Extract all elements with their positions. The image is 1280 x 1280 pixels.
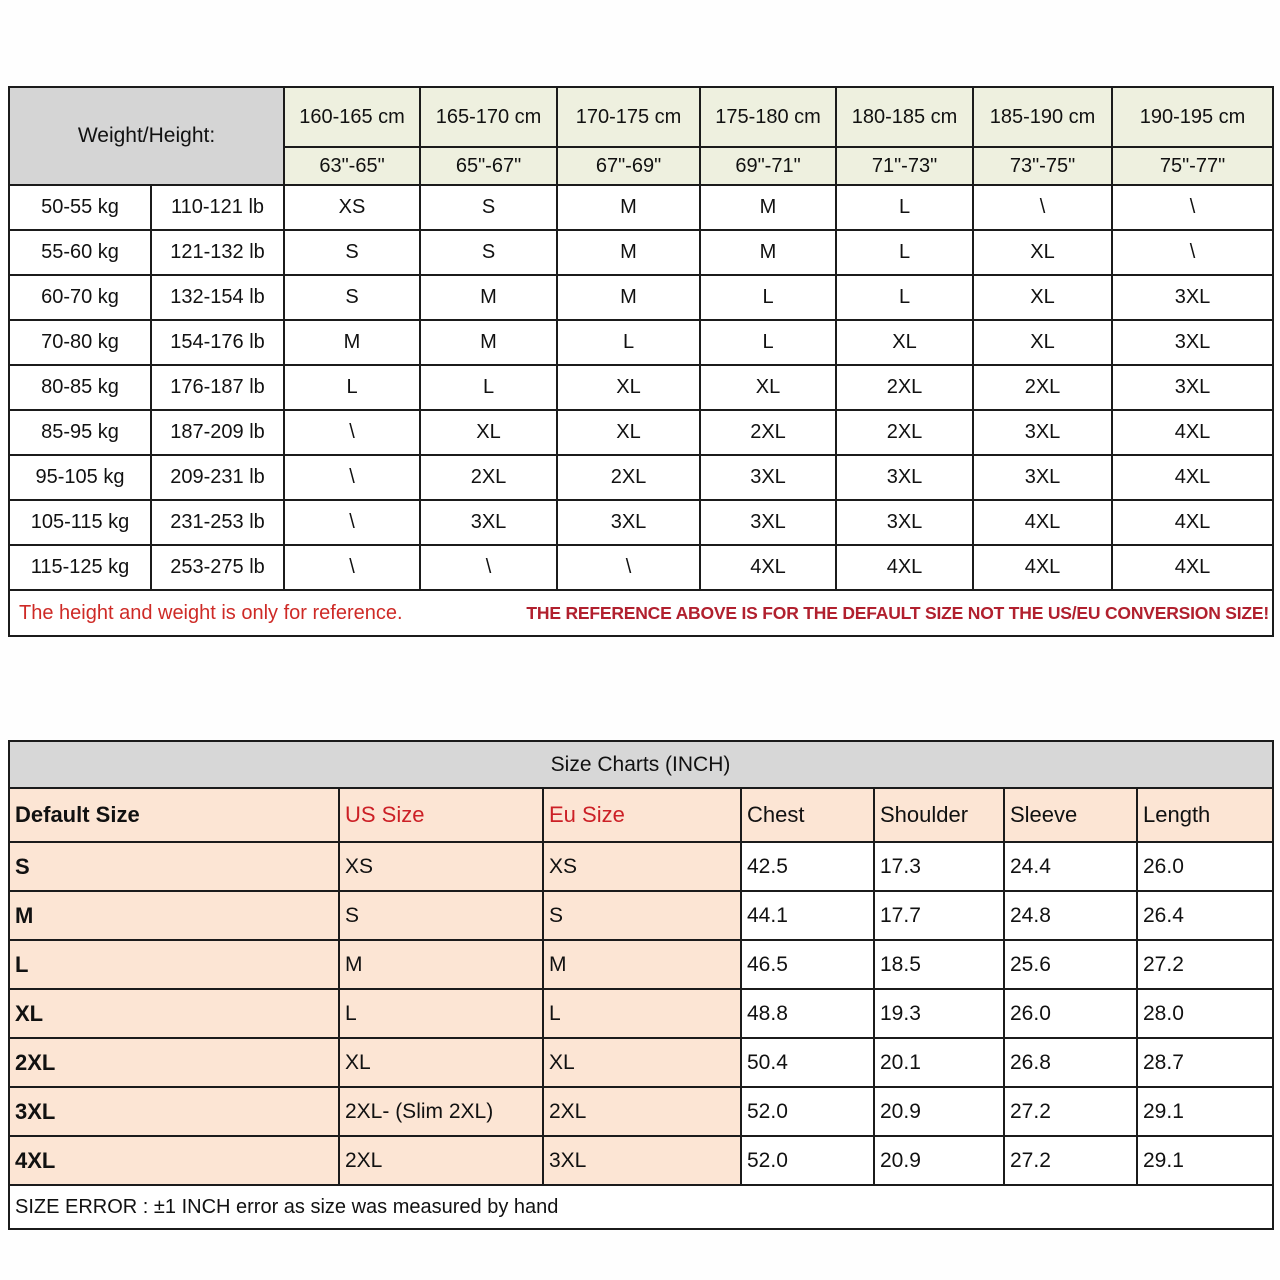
chest-cell: 44.1: [741, 891, 874, 940]
size-cell: XL: [700, 365, 836, 410]
size-cell: 3XL: [1112, 365, 1273, 410]
shoulder-cell: 17.3: [874, 842, 1004, 891]
size-cell: 4XL: [836, 545, 973, 590]
size-cell: 2XL: [557, 455, 700, 500]
length-cell: 28.7: [1137, 1038, 1273, 1087]
default-size-cell: XL: [9, 989, 339, 1038]
size-cell: L: [836, 230, 973, 275]
height-inch-header: 73"-75": [973, 147, 1112, 185]
table-row: [9, 320, 1273, 365]
eu-size-cell: 3XL: [543, 1136, 741, 1185]
sleeve-cell: 27.2: [1004, 1136, 1137, 1185]
weight-lb-cell: 121-132 lb: [151, 230, 284, 275]
us-size-cell: XS: [339, 842, 543, 891]
default-size-cell: 2XL: [9, 1038, 339, 1087]
sleeve-cell: 24.4: [1004, 842, 1137, 891]
size-cell: XL: [973, 275, 1112, 320]
reference-note: The height and weight is only for reference.: [19, 601, 403, 624]
weight-kg-cell: 55-60 kg: [9, 230, 151, 275]
eu-size-cell: XL: [543, 1038, 741, 1087]
size-cell: XL: [557, 365, 700, 410]
height-cm-header: 160-165 cm: [284, 87, 420, 147]
size-cell: 4XL: [1112, 455, 1273, 500]
size-cell: S: [420, 230, 557, 275]
table-row: [9, 989, 1273, 1038]
table-row: [9, 455, 1273, 500]
height-cm-header: 170-175 cm: [557, 87, 700, 147]
sleeve-cell: 27.2: [1004, 1087, 1137, 1136]
size-cell: 4XL: [1112, 545, 1273, 590]
eu-size-cell: S: [543, 891, 741, 940]
size-cell: 4XL: [973, 545, 1112, 590]
shoulder-cell: 20.9: [874, 1136, 1004, 1185]
chest-cell: 50.4: [741, 1038, 874, 1087]
eu-size-cell: 2XL: [543, 1087, 741, 1136]
size-cell: S: [284, 230, 420, 275]
column-header-sleeve: Sleeve: [1004, 788, 1137, 842]
title-row: [9, 741, 1273, 788]
inch-size-chart-table: [8, 740, 1274, 1230]
table-row: [9, 230, 1273, 275]
size-cell: \: [1112, 230, 1273, 275]
chest-cell: 52.0: [741, 1136, 874, 1185]
size-cell: L: [557, 320, 700, 365]
size-cell: 4XL: [1112, 500, 1273, 545]
height-cm-header: 175-180 cm: [700, 87, 836, 147]
table-row: [9, 1087, 1273, 1136]
chest-cell: 46.5: [741, 940, 874, 989]
length-cell: 29.1: [1137, 1087, 1273, 1136]
size-cell: M: [420, 320, 557, 365]
size-cell: L: [700, 320, 836, 365]
us-size-cell: M: [339, 940, 543, 989]
us-size-cell: 2XL- (Slim 2XL): [339, 1087, 543, 1136]
table-row: [9, 545, 1273, 590]
table-row: [9, 1038, 1273, 1087]
weight-lb-cell: 209-231 lb: [151, 455, 284, 500]
length-cell: 26.4: [1137, 891, 1273, 940]
size-cell: 3XL: [700, 500, 836, 545]
size-cell: XS: [284, 185, 420, 230]
sleeve-cell: 26.8: [1004, 1038, 1137, 1087]
size-cell: 3XL: [557, 500, 700, 545]
size-error-row: [9, 1185, 1273, 1229]
size-cell: \: [284, 410, 420, 455]
table-row: [9, 940, 1273, 989]
table-row: [9, 842, 1273, 891]
size-cell: 4XL: [1112, 410, 1273, 455]
table-row: [9, 410, 1273, 455]
column-header-default-size: Default Size: [9, 788, 339, 842]
weight-kg-cell: 70-80 kg: [9, 320, 151, 365]
shoulder-cell: 19.3: [874, 989, 1004, 1038]
sleeve-cell: 26.0: [1004, 989, 1137, 1038]
size-cell: XL: [973, 230, 1112, 275]
height-cm-header-row: [9, 87, 1273, 147]
height-inch-header: 71"-73": [836, 147, 973, 185]
size-cell: 4XL: [700, 545, 836, 590]
size-cell: 4XL: [973, 500, 1112, 545]
size-cell: 3XL: [836, 455, 973, 500]
height-cm-header: 165-170 cm: [420, 87, 557, 147]
size-cell: XL: [836, 320, 973, 365]
length-cell: 26.0: [1137, 842, 1273, 891]
weight-lb-cell: 176-187 lb: [151, 365, 284, 410]
shoulder-cell: 20.9: [874, 1087, 1004, 1136]
size-cell: M: [700, 230, 836, 275]
reference-note-cell: [9, 590, 1273, 636]
default-size-cell: L: [9, 940, 339, 989]
height-inch-header: 63"-65": [284, 147, 420, 185]
size-error-note: SIZE ERROR : ±1 INCH error as size was measured by hand: [9, 1185, 1273, 1229]
size-cell: XL: [557, 410, 700, 455]
chest-cell: 42.5: [741, 842, 874, 891]
size-cell: 2XL: [973, 365, 1112, 410]
weight-kg-cell: 95-105 kg: [9, 455, 151, 500]
height-inch-header: 67"-69": [557, 147, 700, 185]
chest-cell: 48.8: [741, 989, 874, 1038]
table-row: [9, 500, 1273, 545]
size-cell: \: [557, 545, 700, 590]
size-cell: S: [284, 275, 420, 320]
weight-height-size-table: [8, 86, 1274, 637]
height-cm-header: 185-190 cm: [973, 87, 1112, 147]
size-cell: 2XL: [836, 365, 973, 410]
column-header-length: Length: [1137, 788, 1273, 842]
eu-size-cell: M: [543, 940, 741, 989]
weight-kg-cell: 50-55 kg: [9, 185, 151, 230]
size-cell: M: [284, 320, 420, 365]
us-size-cell: 2XL: [339, 1136, 543, 1185]
height-cm-header: 180-185 cm: [836, 87, 973, 147]
corner-label: Weight/Height:: [9, 87, 284, 185]
us-size-cell: XL: [339, 1038, 543, 1087]
column-header-us-size: US Size: [339, 788, 543, 842]
column-header-chest: Chest: [741, 788, 874, 842]
size-cell: M: [700, 185, 836, 230]
size-cell: M: [557, 275, 700, 320]
sleeve-cell: 25.6: [1004, 940, 1137, 989]
shoulder-cell: 17.7: [874, 891, 1004, 940]
default-size-cell: 3XL: [9, 1087, 339, 1136]
size-cell: L: [836, 185, 973, 230]
size-cell: 3XL: [1112, 320, 1273, 365]
default-size-cell: M: [9, 891, 339, 940]
weight-kg-cell: 60-70 kg: [9, 275, 151, 320]
us-size-cell: S: [339, 891, 543, 940]
size-cell: \: [284, 500, 420, 545]
size-cell: 3XL: [420, 500, 557, 545]
default-size-cell: 4XL: [9, 1136, 339, 1185]
header-row: [9, 788, 1273, 842]
weight-lb-cell: 154-176 lb: [151, 320, 284, 365]
us-size-cell: L: [339, 989, 543, 1038]
table-row: [9, 185, 1273, 230]
size-cell: 3XL: [700, 455, 836, 500]
size-cell: 2XL: [700, 410, 836, 455]
size-cell: S: [420, 185, 557, 230]
height-inch-header: 69"-71": [700, 147, 836, 185]
table-row: [9, 365, 1273, 410]
default-size-cell: S: [9, 842, 339, 891]
table-title: Size Charts (INCH): [9, 741, 1273, 788]
weight-lb-cell: 110-121 lb: [151, 185, 284, 230]
size-cell: 3XL: [1112, 275, 1273, 320]
size-cell: \: [284, 455, 420, 500]
weight-lb-cell: 231-253 lb: [151, 500, 284, 545]
weight-lb-cell: 187-209 lb: [151, 410, 284, 455]
size-cell: 3XL: [836, 500, 973, 545]
size-cell: M: [420, 275, 557, 320]
weight-kg-cell: 115-125 kg: [9, 545, 151, 590]
size-cell: \: [973, 185, 1112, 230]
height-inch-header: 75"-77": [1112, 147, 1273, 185]
eu-size-cell: L: [543, 989, 741, 1038]
size-cell: XL: [420, 410, 557, 455]
size-cell: M: [557, 230, 700, 275]
eu-size-cell: XS: [543, 842, 741, 891]
size-cell: 2XL: [836, 410, 973, 455]
sleeve-cell: 24.8: [1004, 891, 1137, 940]
default-size-warning: THE REFERENCE ABOVE IS FOR THE DEFAULT SIZE NOT THE US/EU CONVERSION SIZE!: [526, 602, 1270, 623]
table-row: [9, 275, 1273, 320]
column-header-shoulder: Shoulder: [874, 788, 1004, 842]
size-cell: 3XL: [973, 455, 1112, 500]
length-cell: 27.2: [1137, 940, 1273, 989]
size-cell: L: [284, 365, 420, 410]
size-cell: M: [557, 185, 700, 230]
reference-note-row: [9, 590, 1273, 636]
table-row: [9, 1136, 1273, 1185]
weight-lb-cell: 253-275 lb: [151, 545, 284, 590]
size-cell: 2XL: [420, 455, 557, 500]
shoulder-cell: 20.1: [874, 1038, 1004, 1087]
height-cm-header: 190-195 cm: [1112, 87, 1273, 147]
column-header-eu-size: Eu Size: [543, 788, 741, 842]
size-cell: \: [1112, 185, 1273, 230]
length-cell: 28.0: [1137, 989, 1273, 1038]
size-cell: L: [420, 365, 557, 410]
shoulder-cell: 18.5: [874, 940, 1004, 989]
size-cell: L: [700, 275, 836, 320]
chest-cell: 52.0: [741, 1087, 874, 1136]
size-cell: \: [420, 545, 557, 590]
size-cell: \: [284, 545, 420, 590]
size-cell: 3XL: [973, 410, 1112, 455]
weight-kg-cell: 85-95 kg: [9, 410, 151, 455]
weight-kg-cell: 80-85 kg: [9, 365, 151, 410]
weight-kg-cell: 105-115 kg: [9, 500, 151, 545]
length-cell: 29.1: [1137, 1136, 1273, 1185]
size-cell: L: [836, 275, 973, 320]
height-inch-header: 65"-67": [420, 147, 557, 185]
weight-lb-cell: 132-154 lb: [151, 275, 284, 320]
table-row: [9, 891, 1273, 940]
size-cell: XL: [973, 320, 1112, 365]
